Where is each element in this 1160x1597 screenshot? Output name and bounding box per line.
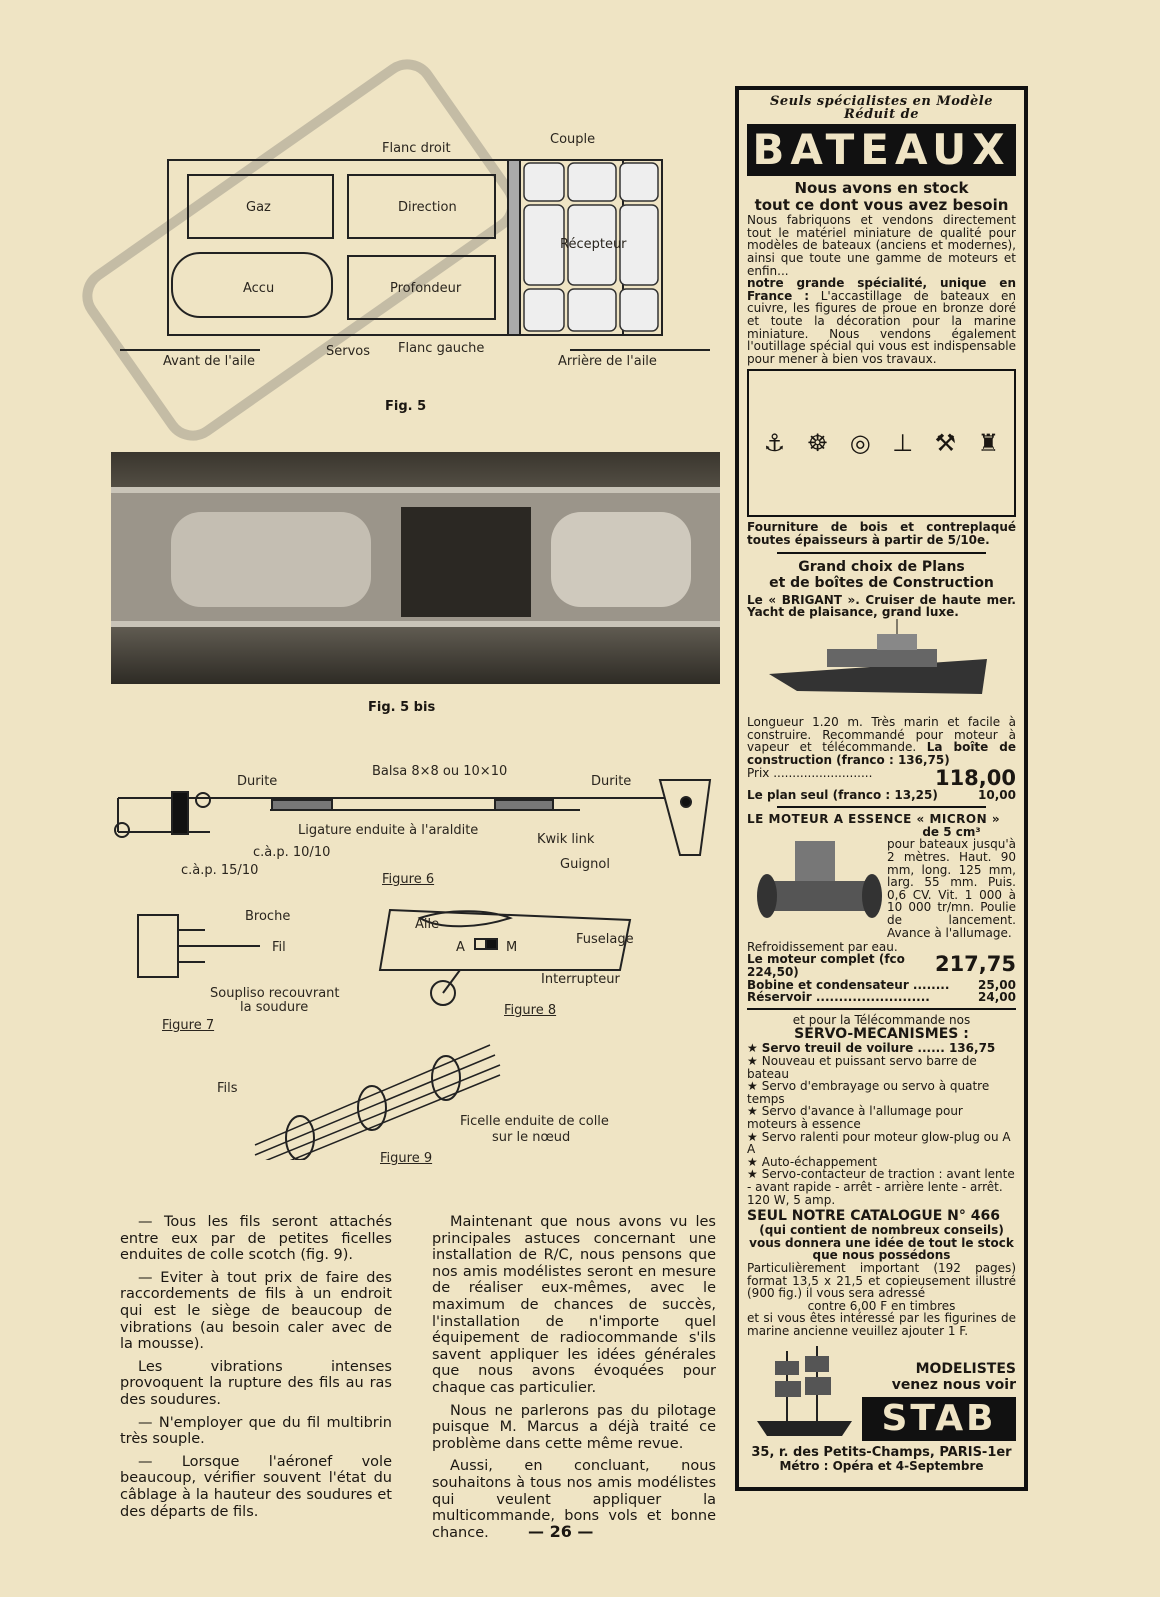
label-cap-10: c.à.p. 10/10 [253, 845, 331, 860]
label-aile: Aile [415, 917, 440, 932]
figure-7-caption: Figure 7 [162, 1018, 215, 1033]
label-avant: Avant de l'aile [163, 354, 256, 369]
paragraph: — Tous les fils seront attachés entre eux par de petites ficelles enduites de colle scotch (fig. 9). [120, 1214, 392, 1264]
ad-specialite: notre grande spécialité, unique en France : [747, 276, 1016, 303]
page-number: — 26 — [528, 1522, 594, 1541]
ad-plans-2: et de boîtes de Construction [769, 574, 994, 591]
label-servos: Servos [326, 344, 371, 359]
paragraph: Les vibrations intenses provoquent la rupture des fils au ras des soudures. [120, 1358, 392, 1408]
micron-engine-image [747, 826, 887, 941]
figures-6-9-drawings [110, 760, 720, 1160]
middle-column [432, 1214, 716, 1547]
cleat-icon: ⊥ [892, 429, 914, 458]
ad-bobine-price: 25,00 [978, 977, 1016, 992]
anchor-icon: ⚓ [763, 429, 786, 458]
label-gaz: Gaz [246, 200, 271, 215]
label-fils: Fils [217, 1081, 238, 1096]
ad-venez: venez nous voir [891, 1377, 1016, 1394]
servo-item: ★ Servo treuil de voilure ...... 136,75 [747, 1041, 996, 1056]
label-ficelle: Ficelle enduite de colle [460, 1114, 609, 1129]
ad-plan-seul-price: 10,00 [978, 787, 1016, 802]
label-broche: Broche [245, 909, 291, 924]
tool-icon: ⚒ [934, 429, 957, 458]
star-icon: ★ [747, 1054, 758, 1068]
star-icon: ★ [747, 1041, 758, 1056]
ad-plans-1: Grand choix de Plans [798, 558, 965, 575]
servo-item: ★ Nouveau et puissant servo barre de bateau [747, 1054, 977, 1081]
lantern-icon: ♜ [977, 429, 1000, 458]
ad-fourniture: Fourniture de bois et contreplaqué toutes épaisseurs à partir de 5/10e. [747, 520, 1016, 547]
label-flanc-gauche: Flanc gauche [398, 341, 485, 356]
ad-telecommande: et pour la Télécommande nos [792, 1012, 971, 1027]
star-icon: ★ [747, 1154, 758, 1169]
label-soudure: la soudure [240, 1000, 309, 1015]
ad-headline-2: tout ce dont vous avez besoin [754, 196, 1009, 215]
label-durite-left: Durite [237, 774, 278, 789]
ad-figurines: et si vous êtes intéressé par les figurines de marine ancienne veuillez ajouter 1 F. [747, 1311, 1016, 1338]
figure-8-caption: Figure 8 [504, 1003, 557, 1018]
left-column [120, 1214, 392, 1526]
label-recepteur: Récepteur [560, 237, 627, 252]
label-durite-right: Durite [591, 774, 632, 789]
ad-catalogue-desc: Particulièrement important (192 pages) format 13,5 x 21,5 et copieusement illustré (900 fig.) il vous sera adressé [747, 1260, 1016, 1301]
stab-advertisement [735, 86, 1028, 1491]
wheel-icon: ☸ [806, 429, 829, 458]
ad-plan-seul: Le plan seul (franco : 13,25) [747, 787, 938, 802]
servo-item: ★ Servo d'embrayage ou servo à quatre temps [747, 1079, 990, 1106]
label-profondeur: Profondeur [390, 281, 462, 296]
ad-address: 35, r. des Petits-Champs, PARIS-1er [751, 1445, 1012, 1461]
ad-prix: 118,00 [934, 765, 1016, 790]
ad-moteur-price: 217,75 [934, 952, 1016, 977]
ad-banner: BATEAUX [747, 124, 1016, 176]
ad-metro: Métro : Opéra et 4-Septembre [779, 1459, 984, 1474]
servo-item: ★ Servo-contacteur de traction : avant lente - avant rapide - arrêt - arrière lente - arrêt. 120 W, 5 amp. [747, 1167, 1015, 1207]
sailing-ship-logo [747, 1341, 862, 1441]
brigant-yacht-image [747, 619, 1022, 714]
ad-refroid: Refroidissement par eau. [747, 939, 898, 954]
star-icon: ★ [747, 1167, 758, 1182]
figure-5bis-caption: Fig. 5 bis [368, 700, 436, 715]
figure-5bis-photo [111, 452, 720, 684]
servo-item: ★ Servo d'avance à l'allumage pour moteurs à essence [747, 1104, 963, 1131]
ad-reservoir-price: 24,00 [978, 990, 1016, 1005]
star-icon: ★ [747, 1079, 758, 1094]
paragraph: Maintenant que nous avons vu les principales astuces concernant une installation de R/C, nous pensons que nos amis modélistes seront en mesure de réaliser eux-mêmes, avec le maximum de chances de succès, l'installation de n'importe quel équipement de radiocommande s'ils savent appliquer les idées générales que nous avons évoquées pour chaque cas particulier. [432, 1214, 716, 1396]
ad-specialite-text: L'accastillage de bateaux en cuivre, les figures de proue en bronze doré et toute la décoration pour la marine miniature. Nous vendons également l'outillage spécial qui vous est indispensable pour mener à bien vos travaux. [747, 288, 1016, 366]
label-interrupteur: Interrupteur [541, 972, 620, 987]
ad-fittings-illustration [747, 369, 1016, 517]
ad-moteur-title: LE MOTEUR A ESSENCE « MICRON » [747, 812, 1001, 827]
label-balsa: Balsa 8×8 ou 10×10 [372, 764, 508, 779]
paragraph: Nous ne parlerons pas du pilotage puisque M. Marcus a déjà traité ce problème dans cette même revue. [432, 1402, 716, 1452]
paragraph: — N'employer que du fil multibrin très souple. [120, 1414, 392, 1448]
label-cap-15: c.à.p. 15/10 [181, 863, 259, 878]
figure-5-diagram [110, 135, 720, 375]
ad-headline-1: Nous avons en stock [794, 179, 969, 198]
label-soupliso: Soupliso recouvrant [210, 986, 340, 1001]
ad-catalogue-sub: (qui contient de nombreux conseils) vous donnera une idée de tout le stock que nous possédons [749, 1223, 1014, 1263]
ad-modelistes: MODELISTES [915, 1361, 1016, 1378]
ad-catalogue-title: SEUL NOTRE CATALOGUE N° 466 [747, 1208, 1000, 1225]
ad-tagline: Seuls spécialistes en Modèle Réduit de [769, 94, 994, 122]
label-kwik-link: Kwik link [537, 832, 595, 847]
ad-prix-label: Prix .......................... [747, 765, 873, 780]
stab-logo: STAB [862, 1397, 1016, 1441]
figure-6-caption: Figure 6 [382, 872, 435, 887]
label-direction: Direction [398, 200, 457, 215]
ad-moteur-cc: de 5 cm³ [922, 824, 981, 839]
ad-intro: Nous fabriquons et vendons directement tout le matériel miniature de qualité pour modèles de bateaux (anciens et modernes), ainsi que toute une gamme de moteurs et enfin... [747, 213, 1016, 278]
ad-bobine: Bobine et condensateur ........ [747, 977, 950, 992]
label-fil: Fil [272, 940, 286, 955]
star-icon: ★ [747, 1104, 758, 1119]
label-accu: Accu [243, 281, 275, 296]
label-arriere: Arrière de l'aile [558, 354, 657, 369]
figure-9-caption: Figure 9 [380, 1151, 433, 1166]
label-m: M [506, 940, 518, 955]
label-noeud: sur le nœud [492, 1130, 571, 1145]
ad-catalogue-price: contre 6,00 F en timbres [807, 1298, 956, 1313]
paragraph: — Lorsque l'aéronef vole beaucoup, vérifier souvent l'état du câblage à la hauteur des soudures et des départs de fils. [120, 1453, 392, 1520]
servo-item: ★ Auto-échappement [747, 1154, 878, 1169]
label-flanc-droit: Flanc droit [382, 141, 451, 156]
figure-5-caption: Fig. 5 [385, 399, 427, 414]
label-couple: Couple [550, 132, 596, 147]
servo-item: ★ Servo ralenti pour moteur glow-plug ou A A [747, 1129, 1011, 1157]
label-fuselage: Fuselage [576, 932, 634, 947]
paragraph: — Eviter à tout prix de faire des raccordements de fils à un endroit qui est le siège de beaucoup de vibrations (au besoin caler avec de la mousse). [120, 1269, 392, 1353]
lifebuoy-icon: ◎ [849, 429, 871, 458]
servo-list [747, 1042, 1016, 1206]
paragraph: Aussi, en concluant, nous souhaitons à tous nos amis modélistes qui veulent appliquer la multicommande, bons vols et bonne chance. [432, 1458, 716, 1541]
ad-moteur-specs: pour bateaux jusqu'à 2 mètres. Haut. 90 mm, long. 125 mm, larg. 55 mm. Puis. 0,6 CV. Vit. 1 000 à 10 000 tr/mn. Poulie de lancement. Avance à l'allumage. [887, 837, 1016, 940]
ad-brigant: Le « BRIGANT ». Cruiser de haute mer. Yacht de plaisance, grand luxe. [747, 592, 1016, 620]
ad-brigant-desc: Longueur 1.20 m. Très marin et facile à construire. Recommandé pour moteur à vapeur et télécommande. La boîte de construction (franco : 136,75) [747, 715, 1016, 768]
ad-reservoir: Réservoir ......................... [747, 990, 930, 1005]
label-a: A [456, 940, 465, 955]
ad-servo-title: SERVO-MECANISMES : [794, 1026, 969, 1043]
ad-boite: La boîte de construction (franco : 136,75) [747, 740, 1016, 768]
ad-moteur-complet: Le moteur complet (fco 224,50) [747, 952, 905, 980]
label-ligature: Ligature enduite à l'araldite [298, 823, 479, 838]
label-guignol: Guignol [560, 857, 610, 872]
star-icon: ★ [747, 1129, 758, 1144]
